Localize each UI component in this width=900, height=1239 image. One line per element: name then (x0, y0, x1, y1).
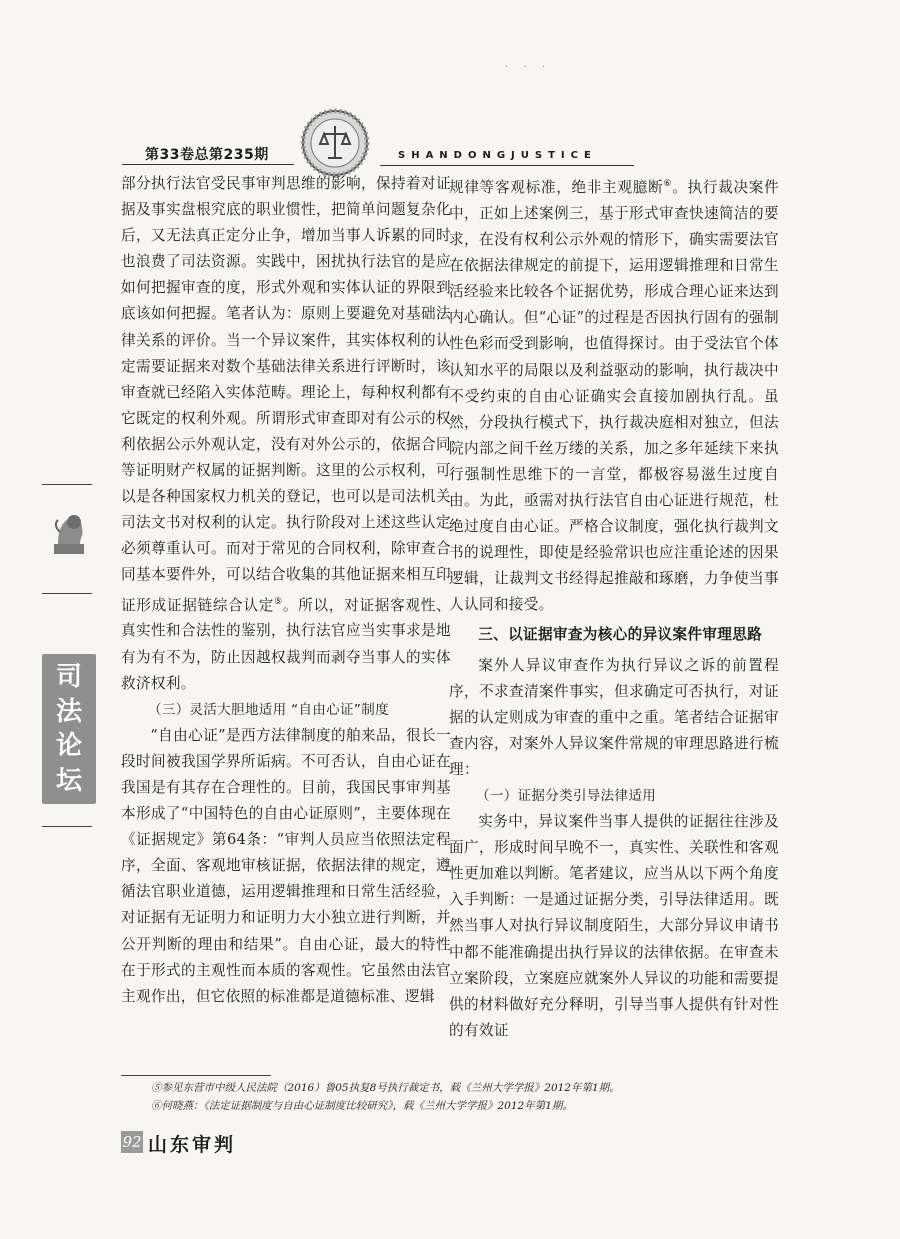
header-rule-left (122, 164, 294, 165)
journal-chinese-title: 山东审判 (148, 1134, 237, 1156)
footnote-ref: ⑤ (274, 596, 283, 607)
page-number: 92 (122, 1133, 142, 1151)
tab-char: 法 (55, 696, 82, 727)
subsection-heading: （一）证据分类引导法律适用 (476, 788, 657, 805)
side-rule-bottom (42, 826, 92, 827)
left-column (121, 171, 451, 1010)
body-paragraph: 规律等客观标准，绝非主观臆断⑥。执行裁决案件中，正如上述案例三，基于形式审查快速简洁的要求，在没有权利公示外观的情形下，确实需要法官在依据法律规定的前提下，运用逻辑推理和日常生活经验来比较各个证据优势，形成合理心证来达到内心确认。但“心证”的过程是否因执行固有的强制性色彩而受到影响，也值得探讨。由于受法官个体认知水平的局限以及利益驱动的影响，执行裁决中不受约束的自由心证确实会直接加剧执行乱。虽然，分段执行模式下，执行裁决庭相对独立，但法院内部之间千丝万缕的关系，加之多年延续下来执行强制性思维下的一言堂，都极容易滋生过度自由。为此，亟需对执行法官自由心证进行规范，杜绝过度自由心证。严格合议制度，强化执行裁判文书的说理性，即使是经验常识也应注重论述的因果逻辑，让裁判文书经得起推敲和琢磨，力争使当事人认同和接受。 (449, 178, 780, 614)
tab-char: 司 (55, 662, 82, 693)
tab-char: 坛 (55, 765, 82, 796)
issue-label: 第33卷总第235期 (145, 147, 269, 163)
section-tab-judicial-forum (42, 654, 96, 804)
header-rule-right (380, 165, 634, 166)
footnote: ⑥何晓燕：《法定证据制度与自由心证制度比较研究》，载《兰州大学学报》2012年第1期。 (151, 1100, 573, 1112)
body-paragraph: 案外人异议审查作为执行异议之诉的前置程序，不求查清案件事实，但求确定可否执行，对证据的认定则成为审查的重中之重。笔者结合证据审查内容，对案外人异议案件常规的审理思路进行梳理： (449, 656, 779, 778)
subsection-heading: （三）灵活大胆地适用 “自由心证”制度 (148, 701, 389, 718)
scan-dots: · · · (505, 62, 551, 73)
body-paragraph: 实务中，异议案件当事人提供的证据往往涉及面广，形成时间早晚不一，真实性、关联性和客观性更加难以判断。笔者建议，应当从以下两个角度入手判断：一是通过证据分类，引导法律适用。既然当事人对执行异议制度陌生，大部分异议申请书中都不能准确提出执行异议的法律依据。在审查未立案阶段，立案庭应就案外人异议的功能和需要提供的材料做好充分释明，引导当事人提供有针对性的有效证 (449, 813, 779, 1039)
footnote: ⑤参见东营市中级人民法院（2016）鲁05执复8号执行裁定书，载《兰州大学学报》2012年第1期。 (151, 1082, 620, 1094)
side-rule-middle (42, 593, 92, 594)
right-column (449, 171, 779, 1044)
tab-char: 论 (55, 731, 82, 762)
lion-statue-icon (50, 508, 88, 556)
journal-english-title: SHANDONGJUSTICE (398, 150, 597, 161)
section-heading: 三、以证据审查为核心的异议案件审理思路 (478, 626, 763, 644)
footnote-ref: ⑥ (663, 179, 673, 189)
body-paragraph: 部分执行法官受民事审判思维的影响，保持着对证据及事实盘根究底的职业惯性，把简单问题复杂化后，又无法真正定分止争，增加当事人诉累的同时也浪费了司法资源。实践中，困扰执行法官的是应如何把握审查的度，形式外观和实体认证的界限到底该如何把握。笔者认为：原则上要避免对基础法律关系的评价。当一个异议案件，其实体权利的认定需要证据来对数个基础法律关系进行评断时，该审查就已经陷入实体范畴。理论上，每种权利都有它既定的权利外观。所谓形式审查即对有公示的权利依据公示外观认定，没有对外公示的，依据合同等证明财产权属的证据判断。这里的公示权利，可以是各种国家权力机关的登记，也可以是司法机关司法文书对权利的认定。执行阶段对上述这些认定必须尊重认可。而对于常见的合同权利，除审查合同基本要件外，可以结合收集的其他证据来相互印证形成证据链综合认定⑤。所以，对证据客观性、真实性和合法性的鉴别，执行法官应当实事求是地有为有不为，防止因越权裁判而剥夺当事人的实体救济权利。 (121, 175, 451, 692)
body-paragraph: “自由心证”是西方法律制度的舶来品，很长一段时间被我国学界所诟病。不可否认，自由心证在我国是有其存在合理性的。目前，我国民事审判基本形成了“中国特色的自由心证原则”，主要体现在《证据规定》第64条：“审判人员应当依照法定程序，全面、客观地审核证据，依据法律的规定，遵循法官职业道德，运用逻辑推理和日常生活经验，对证据有无证明力和证明力大小独立进行判断，并公开判断的理由和结果”。自由心证，最大的特性在于形式的主观性而本质的客观性。它虽然由法官主观作出，但它依照的标准都是道德标准、逻辑 (121, 726, 451, 1005)
footnote-rule (121, 1075, 271, 1076)
journal-emblem-icon (300, 108, 370, 178)
side-rule-top (42, 484, 92, 485)
